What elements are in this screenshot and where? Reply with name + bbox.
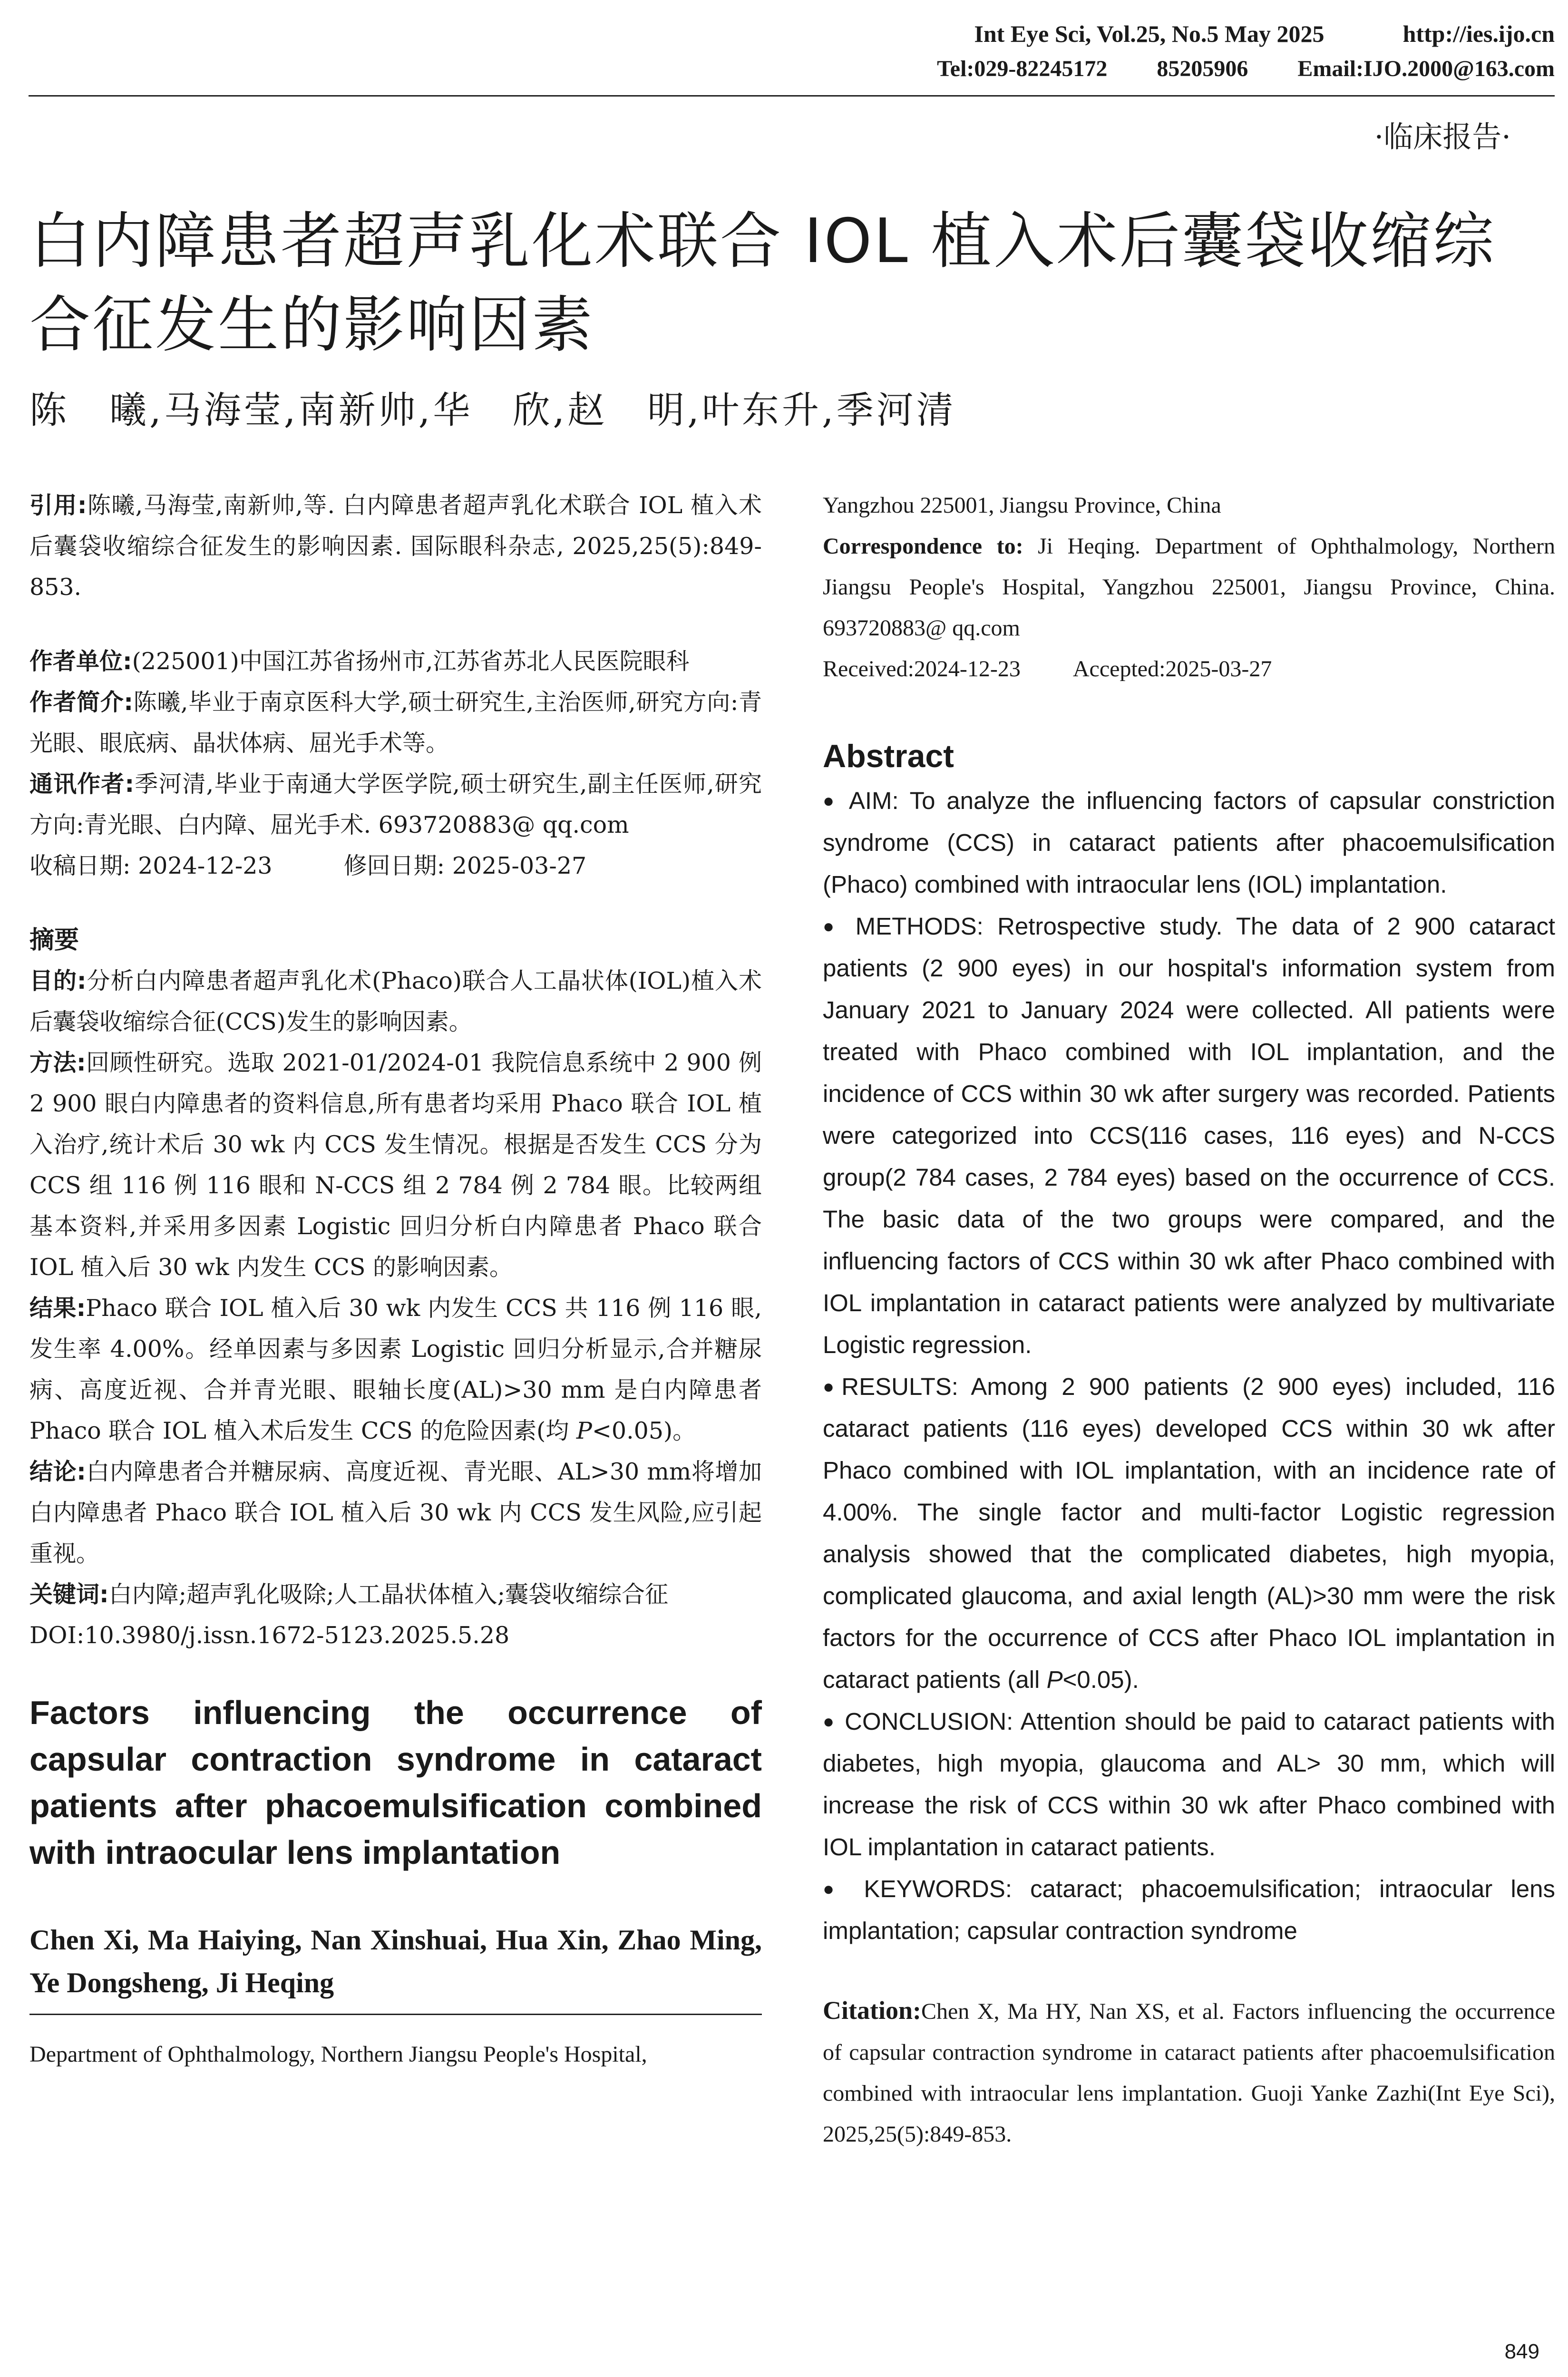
- aim-cn-label: 目的:: [29, 967, 87, 994]
- author-unit: [29, 641, 762, 682]
- abstract-en-results: [823, 1366, 1555, 1701]
- author-bio-label: 作者简介:: [29, 689, 134, 716]
- journal-header-line1: [937, 16, 1555, 51]
- header-rule: [29, 95, 1555, 97]
- keywords-cn-text: 白内障;超声乳化吸除;人工晶状体植入;囊袋收缩综合征: [108, 1581, 669, 1608]
- abstract-en-keywords: [823, 1868, 1555, 1952]
- doi[interactable]: DOI:10.3980/j.issn.1672-5123.2025.5.28: [29, 1622, 510, 1649]
- aim-en-text: AIM: To analyze the influencing factors of capsular constriction syndrome (CCS) in cataract patients after phacoemulsification (Phaco) combined with intraocular lens (IOL) implantation.: [823, 787, 1555, 898]
- dates-en: [823, 649, 1555, 690]
- corresponding-author-text: 季河清,毕业于南通大学医学院,硕士研究生,副主任医师,研究方向:青光眼、白内障、屈光手术. 693720883@ qq.com: [29, 770, 762, 838]
- affiliation-en-cont: Yangzhou 225001, Jiangsu Province, China: [823, 493, 1221, 518]
- keywords-cn: [29, 1574, 762, 1615]
- citation-en-text: Chen X, Ma HY, Nan XS, et al. Factors influencing the occurrence of capsular contraction syndrome in cataract patients after phacoemulsification combined with intraocular lens implantation. Guoji Yanke Zazhi(Int Eye Sci), 2025,25(5):849-853.: [823, 1999, 1555, 2147]
- results-cn-text-a: Phaco 联合 IOL 植入后 30 wk 内发生 CCS 共 116 例 116 眼,发生率 4.00%。经单因素与多因素 Logistic 回归分析显示,合并糖尿病、高度近视、合并青光眼、眼轴长度(AL)>30 mm 是白内障患者 Phaco 联合 IOL 植入术后发生 CCS 的危险因素(均: [29, 1295, 762, 1444]
- corresponding-author: [29, 764, 762, 846]
- citation-cn: [29, 485, 762, 608]
- results-en-text-a: RESULTS: Among 2 900 patients (2 900 eyes) included, 116 cataract patients (116 eyes) developed CCS within 30 wk after Phaco combined with IOL implantation, with an incidence rate of 4.00%. The single factor and multi-factor Logistic regression analysis showed that the complicated diabetes, high myopia, complicated glaucoma, and axial length (AL)>30 mm were the risk factors for the occurrence of CCS after Phaco IOL implantation in cataract patients (all: [823, 1373, 1555, 1693]
- english-title: Factors influencing the occurrence of capsular contraction syndrome in cataract patients after phacoemulsification combined with intraocular lens implantation: [29, 1694, 762, 1871]
- authors-chinese: 陈 曦,马海莹,南新帅,华 欣,赵 明,叶东升,季河清: [29, 389, 956, 432]
- citation-cn-text: 陈曦,马海莹,南新帅,等. 白内障患者超声乳化术联合 IOL 植入术后囊袋收缩综合征发生的影响因素. 国际眼科杂志, 2025,25(5):849-853.: [29, 492, 762, 601]
- english-authors: Chen Xi, Ma Haiying, Nan Xinshuai, Hua Xin, Zhao Ming, Ye Dongsheng, Ji Heqing: [29, 1924, 762, 1998]
- corresponding-author-label: 通讯作者:: [29, 770, 135, 798]
- bullet-icon: ●: [823, 790, 839, 811]
- methods-en-text: METHODS: Retrospective study. The data of 2 900 cataract patients (2 900 eyes) in our hospital's information system from January 2021 to January 2024 were collected. All patients were treated with Phaco combined with IOL implantation, and the incidence of CCS within 30 wk after surgery was recorded. Patients were categorized into CCS(116 cases, 116 eyes) and N-CCS group(2 784 cases, 2 784 eyes) based on the occurrence of CCS. The basic data of the two groups were compared, and the influencing factors of CCS within 30 wk after Phaco combined with IOL implantation in cataract patients were analyzed by multivariate Logistic regression.: [823, 913, 1555, 1358]
- results-cn-p: P: [576, 1417, 592, 1444]
- author-bio-text: 陈曦,毕业于南京医科大学,硕士研究生,主治医师,研究方向:青光眼、眼底病、晶状体病、屈光手术等。: [29, 689, 762, 757]
- methods-cn-text: 回顾性研究。选取 2021-01/2024-01 我院信息系统中 2 900 例 2 900 眼白内障患者的资料信息,所有患者均采用 Phaco 联合 IOL 植入治疗,统计术后 30 wk 内 CCS 发生情况。根据是否发生 CCS 分为 CCS 组 116 例 116 眼和 N-CCS 组 2 784 例 2 784 眼。比较两组基本资料,并采用多因素 Logistic 回归分析白内障患者 Phaco 联合 IOL 植入后 30 wk 内发生 CCS 的影响因素。: [29, 1049, 762, 1281]
- correspondence-en-text: Ji Heqing. Department of Ophthalmology, Northern Jiangsu People's Hospital, Yangzhou 225001, Jiangsu Province, China. 693720883@ qq.com: [823, 534, 1556, 641]
- accepted-date-en: Accepted:2025-03-27: [1072, 656, 1272, 682]
- author-unit-label: 作者单位:: [29, 648, 132, 675]
- abstract-en-aim: [823, 780, 1555, 906]
- right-column: [823, 485, 1555, 2155]
- results-cn-text-b: <0.05)。: [592, 1417, 696, 1444]
- citation-en-label: Citation:: [823, 1996, 921, 2025]
- bullet-icon: ●: [823, 916, 842, 937]
- section-label: ·临床报告·: [1374, 119, 1511, 154]
- bullet-icon: ●: [823, 1711, 837, 1732]
- dates-cn: [29, 846, 762, 887]
- conclusion-cn-text: 白内障患者合并糖尿病、高度近视、青光眼、AL>30 mm将增加白内障患者 Phaco 联合 IOL 植入后 30 wk 内 CCS 发生风险,应引起重视。: [29, 1458, 762, 1567]
- citation-cn-label: 引用:: [29, 492, 87, 519]
- citation-en: [823, 1990, 1555, 2155]
- abstract-en-methods: [823, 906, 1555, 1366]
- page-number: 849: [1504, 2340, 1539, 2363]
- journal-tel: Tel:029-82245172: [937, 56, 1108, 81]
- abstract-cn-conclusion: [29, 1452, 762, 1574]
- keywords-en-text: KEYWORDS: cataract; phacoemulsification; intraocular lens implantation; capsular contraction syndrome: [823, 1875, 1556, 1944]
- bullet-icon: ●: [823, 1376, 842, 1397]
- journal-issue: Int Eye Sci, Vol.25, No.5 May 2025: [974, 20, 1325, 47]
- affiliation-en: Department of Ophthalmology, Northern Jiangsu People's Hospital,: [29, 2042, 647, 2067]
- correspondence-en-label: Correspondence to:: [823, 534, 1023, 559]
- results-en-text-b: <0.05).: [1062, 1666, 1139, 1693]
- conclusion-cn-label: 结论:: [29, 1458, 86, 1485]
- left-column: [29, 485, 762, 2075]
- affiliation-rule: [29, 2014, 762, 2015]
- aim-cn-text: 分析白内障患者超声乳化术(Phaco)联合人工晶状体(IOL)植入术后囊袋收缩综合征(CCS)发生的影响因素。: [29, 967, 762, 1035]
- abstract-cn-results: [29, 1288, 762, 1452]
- abstract-en-conclusion: [823, 1701, 1555, 1868]
- journal-email[interactable]: Email:IJO.2000@163.com: [1297, 56, 1555, 81]
- conclusion-en-text: CONCLUSION: Attention should be paid to cataract patients with diabetes, high myopia, glaucoma and AL> 30 mm, which will increase the risk of CCS within 30 wk after Phaco combined with IOL implantation in cataract patients.: [823, 1708, 1556, 1861]
- journal-header-line2: [937, 51, 1555, 87]
- methods-cn-label: 方法:: [29, 1049, 86, 1076]
- journal-url[interactable]: http://ies.ijo.cn: [1402, 20, 1555, 47]
- abstract-en-body: [823, 780, 1555, 1952]
- received-date-cn: 收稿日期: 2024-12-23: [29, 852, 273, 879]
- article-title: 白内障患者超声乳化术联合 IOL 植入术后囊袋收缩综合征发生的影响因素: [29, 206, 1496, 360]
- journal-fax: 85205906: [1157, 56, 1248, 81]
- keywords-cn-label: 关键词:: [29, 1581, 109, 1608]
- journal-header: [937, 16, 1555, 87]
- bullet-icon: ●: [823, 1879, 846, 1900]
- author-bio: [29, 682, 762, 764]
- results-en-p: P: [1046, 1666, 1063, 1693]
- received-date-en: Received:2024-12-23: [823, 656, 1021, 682]
- abstract-cn-methods: [29, 1042, 762, 1288]
- correspondence-en: [823, 526, 1555, 649]
- author-unit-text: (225001)中国江苏省扬州市,江苏省苏北人民医院眼科: [132, 648, 690, 675]
- revised-date-cn: 修回日期: 2025-03-27: [343, 852, 587, 879]
- results-cn-label: 结果:: [29, 1295, 86, 1322]
- abstract-cn-heading: 摘要: [29, 926, 79, 955]
- abstract-en-heading: Abstract: [823, 738, 954, 774]
- abstract-cn-aim: [29, 961, 762, 1042]
